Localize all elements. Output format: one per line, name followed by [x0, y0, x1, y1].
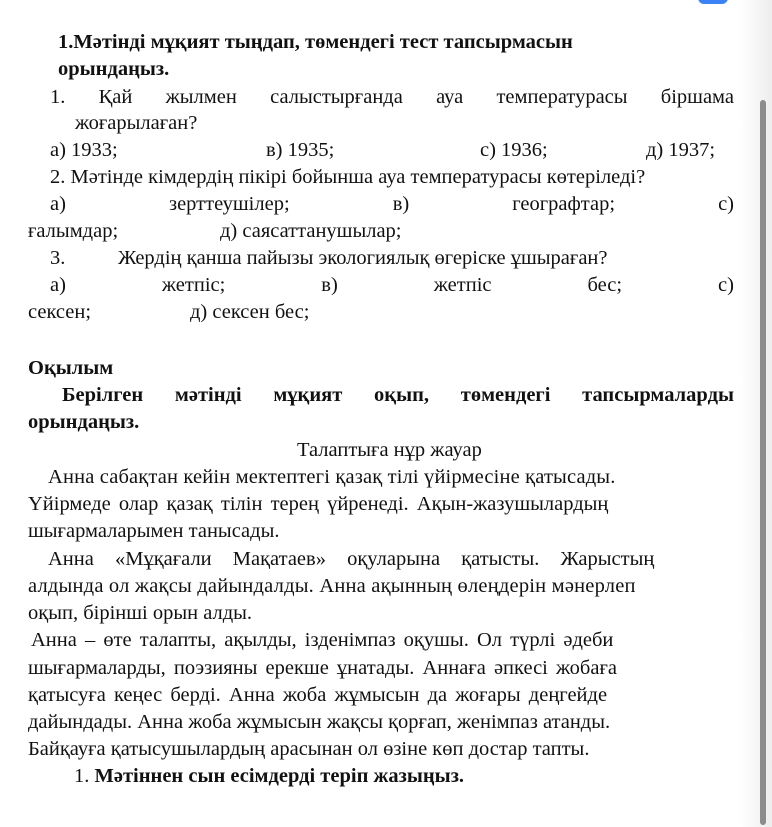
word: ауа: [436, 86, 464, 108]
word: с): [718, 193, 734, 215]
listening-heading-line2: орындаңыз.: [58, 58, 170, 80]
word: мұқият: [273, 384, 343, 406]
word: географтар;: [512, 193, 616, 215]
word: тапсырмаларды: [582, 384, 734, 406]
paragraph-3-line: шығармаларды, поэзияны ерекше ұнатады. Аннаға әпкесі жобаға: [28, 657, 617, 679]
paragraph-2-line: оқып, бірінші орын алды.: [28, 602, 253, 624]
task-text: Мәтіннен сын есімдерді теріп жазыңыз.: [94, 765, 465, 787]
word: температурасы: [496, 86, 628, 108]
word: зерттеушілер;: [168, 193, 290, 215]
word: Қай: [98, 86, 133, 108]
text-title: Талаптыға нұр жауар: [297, 439, 482, 461]
paragraph-3-line: дайындады. Анна жоба жұмысын жақсы қорғап, женімпаз атанды.: [28, 711, 611, 733]
question-3-text: Жердің қанша пайызы экологиялық өгеріске ұшыраған?: [118, 247, 608, 269]
edge-shadow: [740, 0, 772, 827]
q1-option-d: д) 1937;: [646, 139, 716, 161]
reading-instruction-line1: [62, 382, 734, 408]
task-1: [74, 763, 464, 789]
word: 1.: [50, 86, 66, 108]
task-number: 1.: [74, 765, 90, 787]
word: жетпіс;: [161, 274, 226, 296]
q1-option-b: в) 1935;: [266, 139, 335, 161]
word: біршама: [660, 86, 734, 108]
paragraph-2-line: алдында ол жақсы дайындалды. Анна ақынның өлеңдерін мәнерлеп: [28, 575, 636, 597]
q2-options-line: [50, 191, 734, 217]
question-3-number: 3.: [50, 247, 66, 269]
q1-option-c: с) 1936;: [480, 139, 548, 161]
word: оқып,: [374, 384, 430, 406]
question-1-line2: жоғарылаған?: [75, 112, 198, 134]
question-2-text: 2. Мәтінде кімдердің пікірі бойынша ауа температурасы көтеріледі?: [50, 166, 646, 188]
paragraph-3-line: Байқауға қатысушылардың арасынан ол өзіне көп достар тапты.: [28, 738, 590, 760]
q2-option-d: д) саясаттанушылар;: [220, 220, 402, 242]
paragraph-2-line: Анна «Мұқағали Мақатаев» оқуларына қатысты. Жарыстың: [48, 548, 655, 570]
word: с): [718, 274, 734, 296]
paragraph-1-line: шығармаларымен танысады.: [28, 520, 280, 542]
paragraph-1-line: Анна сабақтан кейін мектептегі қазақ тілі үйірмесіне қатысады.: [48, 466, 616, 488]
word: а): [50, 193, 66, 215]
word: мәтінді: [174, 384, 242, 406]
q1-option-a: а) 1933;: [50, 139, 118, 161]
q3-options-line: [50, 272, 734, 298]
scrollbar[interactable]: [760, 100, 766, 825]
word: бес;: [587, 274, 623, 296]
word: в): [392, 193, 410, 215]
listening-heading-line1: 1.Мәтінді мұқият тыңдап, төмендегі тест тапсырмасын: [58, 31, 573, 53]
paragraph-1-line: Үйірмеде олар қазақ тілін терең үйренеді. Ақын-жазушылардың: [28, 493, 609, 515]
word: Берілген: [62, 384, 144, 406]
question-1-line1: [50, 84, 734, 110]
word: төмендегі: [460, 384, 551, 406]
word: салыстырғанда: [270, 86, 403, 108]
q3-option-c-cont: сексен;: [28, 301, 92, 323]
paragraph-3-line: Анна – өте талапты, ақылды, ізденімпаз оқушы. Ол түрлі әдеби: [31, 629, 614, 651]
word: в): [321, 274, 338, 296]
q3-option-d: д) сексен бес;: [190, 301, 310, 323]
reading-title: Оқылым: [28, 357, 114, 379]
reading-instruction-line2: орындаңыз.: [28, 411, 140, 433]
word: жылмен: [165, 86, 237, 108]
q2-option-c-cont: ғалымдар;: [28, 220, 119, 242]
paragraph-3-line: қатысуға кеңес берді. Анна жоба жұмысын да жоғары деңгейде: [28, 684, 608, 706]
top-button[interactable]: [698, 0, 728, 4]
word: жетпіс: [433, 274, 492, 296]
word: а): [50, 274, 66, 296]
